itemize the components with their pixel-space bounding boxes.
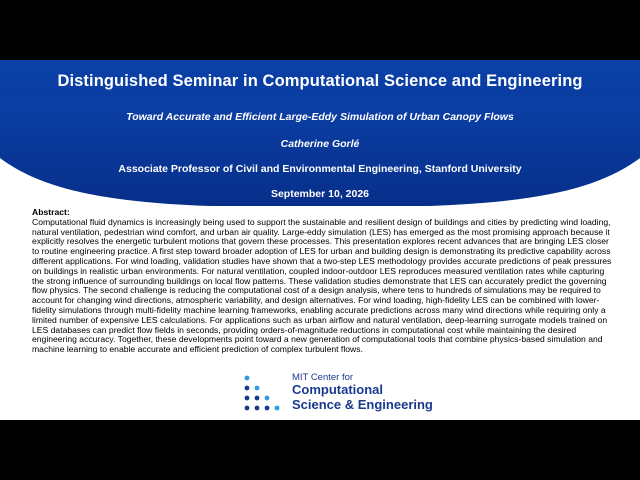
abstract-text: Computational fluid dynamics is increasingly being used to support the sustainable and resilient design of buildings and cities by predicting wind loading, natural ventilation, pedestrian wind comfort, and urban air quality. Large-eddy simulation (LES) has emerged as the most promising approach because it explicitly resolves the energetic turbulent motions that govern these processes. This presentation explores recent advances that are bringing LES closer to routine engineering practice. A first step toward broader adoption of LES for urban and building design is demonstrating its predictive capability across different applications. For wind loading, validation studies have shown that a two-step LES methodology provides accurate predictions of peak pressures on buildings in realistic urban environments. For natural ventilation, coupled indoor-outdoor LES reproduces measured ventilation rates while capturing the strong influence of surrounding buildings on local flow patterns. These validation studies demonstrate that LES can accurately predict the governing flow physics. The second challenge is reducing the computational cost of a design analysis, where tens to hundreds of simulations may be required to account for changing wind directions, atmospheric variability, and design alternatives. For wind loading, high-fidelity LES can be combined with lower-fidelity simulations through multi-fidelity machine learning frameworks, enabling accurate predictions across many wind directions while requiring only a limited number of expensive LES calculations. For applications such as urban airflow and natural ventilation, deep-learning surrogate models trained on LES databases can predict flow fields in seconds, providing orders-of-magnitude reductions in computational cost while maintaining the desired engineering accuracy. Together, these developments point toward a new generation of computational tools that combine physics-based simulation and machine learning to enable accurate and efficient prediction of complex turbulent flows. [32, 216, 612, 355]
mit-cse-logo [243, 372, 443, 418]
speaker-affiliation: Associate Professor of Civil and Environmental Engineering, Stanford University [118, 163, 522, 175]
abstract-heading: Abstract: [32, 207, 70, 217]
seminar-date: September 10, 2026 [270, 188, 370, 200]
logo-name [292, 383, 433, 412]
seminar-series-title: Distinguished Seminar in Computational Science and Engineering [57, 72, 583, 90]
logo-line-2: Science & Engineering [292, 396, 433, 412]
logo-line-1: Computational [292, 382, 383, 397]
seminar-slide [0, 60, 640, 420]
logo-small-text: MIT Center for [292, 372, 354, 383]
speaker-name: Catherine Gorlé [280, 138, 360, 150]
talk-title: Toward Accurate and Efficient Large-Eddy Simulation of Urban Canopy Flows [126, 111, 514, 123]
abstract-block [32, 208, 614, 355]
logo-dots-icon [243, 374, 283, 414]
